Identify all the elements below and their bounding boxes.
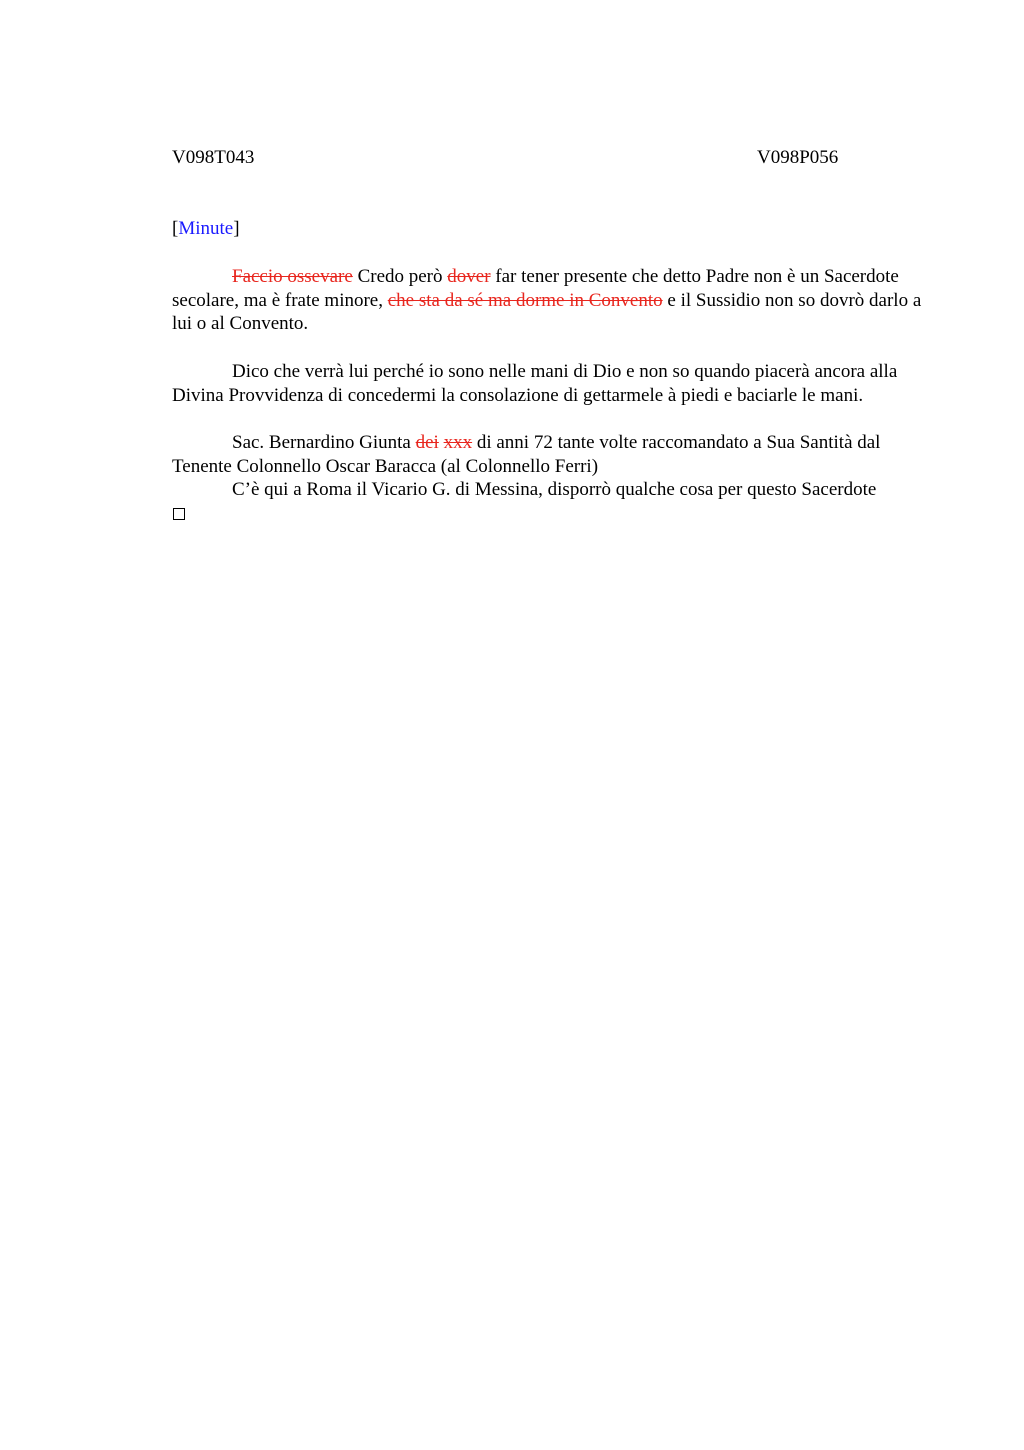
paragraph-2 (172, 360, 924, 407)
bracket-close: ] (233, 218, 240, 239)
paragraph-4 (172, 478, 924, 502)
end-mark (172, 502, 924, 527)
deleted-text: Faccio ossevare (232, 266, 353, 287)
deleted-text: xxx (443, 431, 473, 453)
text-run: Sac. Bernardino Giunta (232, 431, 416, 453)
text-run: C’è qui a Roma il Vicario G. di Messina, disporrò qualche cosa per questo Sacerdote (232, 479, 877, 501)
minute-link[interactable]: Minute (178, 218, 234, 239)
text-run: di anni 72 tante volte raccomandato a Sua Santità dal Tenente Colonnello Oscar Baracca (al Colonnello Ferri) (172, 431, 881, 477)
deleted-text: che sta da sé ma dorme in Convento (387, 289, 663, 311)
document-body (172, 265, 924, 527)
deleted-text: dover (447, 266, 491, 287)
document-code-right: V098P056 (757, 147, 839, 168)
section-label (172, 218, 240, 240)
text-run: far tener presente che detto Padre non è un Sacerdote secolare, ma è frate minore, (172, 266, 899, 311)
document-code-left: V098T043 (172, 147, 255, 168)
paragraph-1 (172, 265, 924, 336)
deleted-text: dei (415, 431, 439, 453)
text-run: Credo però (352, 266, 448, 287)
text-run: e il Sussidio non so dovrò darlo a lui o al Convento. (172, 289, 922, 335)
empty-square-icon (173, 508, 185, 520)
text-run: Dico che verrà lui perché io sono nelle mani di Dio e non so quando piacerà ancora alla Divina Provvidenza di concedermi la consolazione di gettarmele à piedi e baciarle le mani. (172, 360, 898, 406)
bracket-open: [ (172, 218, 179, 239)
paragraph-3 (172, 431, 924, 478)
